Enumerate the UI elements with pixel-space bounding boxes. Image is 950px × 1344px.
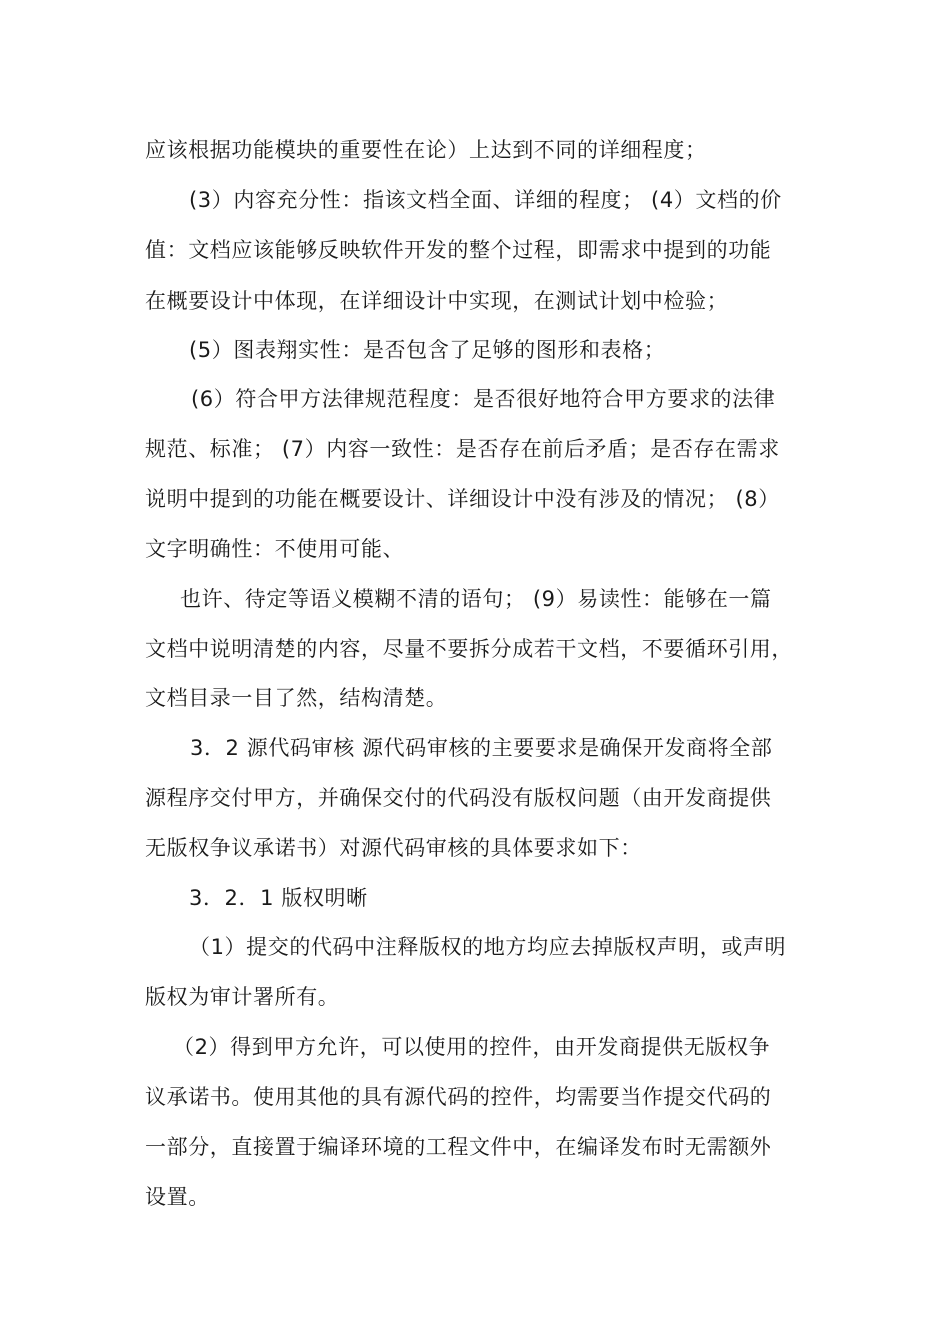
- text-line: 文档中说明清楚的内容，尽量不要拆分成若干文档，不要循环引用，: [145, 637, 793, 661]
- text-line: 在概要设计中体现，在详细设计中实现，在测试计划中检验；: [145, 289, 729, 313]
- subsection-heading: 3．2．1 版权明晰: [189, 886, 368, 910]
- text-line: 源程序交付甲方，并确保交付的代码没有版权问题（由开发商提供: [145, 786, 772, 810]
- text-line: 文档目录一目了然，结构清楚。: [145, 686, 448, 710]
- text-line: 也许、待定等语义模糊不清的语句； (9）易读性：能够在一篇: [180, 587, 772, 611]
- text-line: 无版权争议承诺书）对源代码审核的具体要求如下：: [145, 836, 642, 860]
- text-line: 一部分，直接置于编译环境的工程文件中，在编译发布时无需额外: [145, 1135, 772, 1159]
- text-line: 版权为审计署所有。: [145, 985, 340, 1009]
- text-line: (5）图表翔实性：是否包含了足够的图形和表格；: [189, 338, 666, 362]
- text-line: 规范、标准； (7）内容一致性：是否存在前后矛盾；是否存在需求: [145, 437, 780, 461]
- text-line: (6）符合甲方法律规范程度：是否很好地符合甲方要求的法律: [191, 387, 776, 411]
- text-line: 应该根据功能模块的重要性在论）上达到不同的详细程度；: [145, 138, 707, 162]
- text-line: 值：文档应该能够反映软件开发的整个过程，即需求中提到的功能: [145, 238, 772, 262]
- text-line: 文字明确性：不使用可能、: [145, 537, 405, 561]
- section-heading: 3．2 源代码审核 源代码审核的主要要求是确保开发商将全部: [190, 736, 773, 760]
- text-line: （1）提交的代码中注释版权的地方均应去掉版权声明，或声明: [189, 935, 787, 959]
- text-line: 设置。: [145, 1185, 210, 1209]
- text-line: （2）得到甲方允许，可以使用的控件，由开发商提供无版权争: [173, 1035, 771, 1059]
- text-line: 说明中提到的功能在概要设计、详细设计中没有涉及的情况； (8）: [145, 487, 780, 511]
- text-line: (3）内容充分性：指该文档全面、详细的程度； (4）文档的价: [189, 188, 782, 212]
- text-line: 议承诺书。使用其他的具有源代码的控件，均需要当作提交代码的: [145, 1085, 772, 1109]
